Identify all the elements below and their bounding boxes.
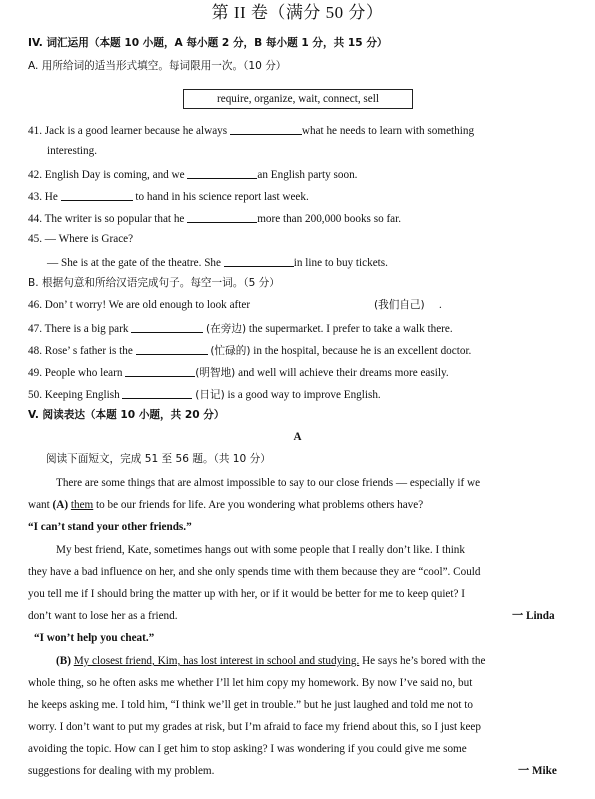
part-a-instruction: A. 用所给词的适当形式填空。每词限用一次。（10 分） <box>28 60 287 72</box>
q44-text-a: 44. The writer is so popular that he <box>28 213 185 225</box>
q44-blank[interactable] <box>187 212 257 223</box>
marker-a: (A) <box>52 499 69 511</box>
heading-cheat: “I won’t help you cheat.” <box>34 632 155 644</box>
question-41 <box>28 124 474 137</box>
p3-line-4: worry. I don’t want to put my grades at risk, but I’m afraid to face my friend about this, so I just keep <box>28 721 481 733</box>
q42-blank[interactable] <box>187 168 257 179</box>
underlined-them: them <box>70 499 94 511</box>
question-42 <box>28 168 357 181</box>
q47-text-a: 47. There is a big park <box>28 323 129 335</box>
q42-text-a: 42. English Day is coming, and we <box>28 169 185 181</box>
q41-blank[interactable] <box>230 124 302 135</box>
question-45: 45. — Where is Grace? <box>28 233 134 245</box>
p3-line-1-rest: He says he’s bored with the <box>362 655 486 667</box>
q46-text-a: 46. Don’ t worry! We are old enough to look after <box>28 299 251 311</box>
marker-b: (B) <box>56 655 71 667</box>
q46-period: . <box>439 299 442 311</box>
p3-line-3: he keeps asking me. I told him, “I think we’ll get in trouble.” but he just laughed and told me not to <box>28 699 473 711</box>
p1-want: want <box>28 499 50 511</box>
q44-text-b: more than 200,000 books so far. <box>257 213 402 225</box>
q48-blank[interactable] <box>136 344 208 355</box>
p3-line-5: avoiding the topic. How can I get him to stop asking? I was wondering if you could give me some <box>28 743 467 755</box>
question-43 <box>28 190 309 203</box>
q47-text-c: the supermarket. I prefer to take a walk there. <box>248 323 453 335</box>
q50-text-c: is a good way to improve English. <box>227 389 381 401</box>
underlined-sentence-b: My closest friend, Kim, has lost interest in school and studying. <box>73 655 360 667</box>
q50-hint: (日记) <box>195 389 225 401</box>
q43-text-b: to hand in his science report last week. <box>135 191 309 203</box>
q42-text-b: an English party soon. <box>257 169 358 181</box>
q45-blank[interactable] <box>224 256 294 267</box>
question-47 <box>28 322 453 335</box>
q43-blank[interactable] <box>61 190 133 201</box>
q50-blank[interactable] <box>122 388 192 399</box>
q45-text-c: in line to buy tickets. <box>293 257 388 269</box>
section-iv-heading: IV. 词汇运用（本题 10 小题，A 每小题 2 分，B 每小题 1 分，共 15 分） <box>28 37 388 49</box>
p3-line-2: whole thing, so he often asks me whether I’ll let him copy my homework. By now I’ve said no, but <box>28 677 473 689</box>
signature-mike: 一 Mike <box>518 765 557 777</box>
q48-hint: (忙碌的) <box>210 345 251 357</box>
q47-blank[interactable] <box>131 322 203 333</box>
word-box: require, organize, wait, connect, sell <box>183 89 413 109</box>
reading-instruction: 阅读下面短文，完成 51 至 56 题。（共 10 分） <box>46 453 271 465</box>
q43-text-a: 43. He <box>28 191 58 203</box>
heading-friends: “I can’t stand your other friends.” <box>28 521 192 533</box>
signature-linda: 一 Linda <box>512 610 555 622</box>
q41-text-c: interesting. <box>47 145 98 157</box>
q50-text-a: 50. Keeping English <box>28 389 120 401</box>
p2-line-2: they have a bad influence on her, and she only spends time with them because they are “cool”. Could <box>28 566 481 578</box>
page-title: 第 II 卷（满分 50 分） <box>211 3 384 22</box>
part-b-instruction: B. 根据句意和所给汉语完成句子。每空一词。（5 分） <box>28 277 280 289</box>
q41-text-b: what he needs to learn with something <box>301 125 475 137</box>
p2-line-3: you tell me if I should bring the matter up with her, or if it would be better for me to keep quiet? I <box>28 588 465 600</box>
q46-hint: (我们自己) <box>374 299 425 311</box>
p2-line-1: My best friend, Kate, sometimes hangs out with some people that I really don’t like. I think <box>56 544 465 556</box>
p1-line-1: There are some things that are almost impossible to say to our close friends — especially if we <box>56 477 481 489</box>
p3-line-1 <box>56 656 485 667</box>
q45-text-b: — She is at the gate of the theatre. She <box>47 257 221 269</box>
question-45-response <box>47 256 388 269</box>
q48-text-a: 48. Rose’ s father is the <box>28 345 133 357</box>
section-v-heading: V. 阅读表达（本题 10 小题，共 20 分） <box>28 409 225 421</box>
q47-hint: (在旁边) <box>206 323 247 335</box>
q49-blank[interactable] <box>125 366 195 377</box>
question-49 <box>28 366 449 379</box>
p1-line-2 <box>28 500 423 511</box>
passage-label: A <box>293 431 302 443</box>
q41-text-a: 41. Jack is a good learner because he always <box>28 125 228 137</box>
question-46 <box>28 300 250 311</box>
question-44 <box>28 212 401 225</box>
q49-text-c: and well will achieve their dreams more easily. <box>238 367 449 379</box>
p1-rest: to be our friends for life. Are you wondering what problems others have? <box>96 499 424 511</box>
question-48 <box>28 344 471 357</box>
p2-line-4: don’t want to lose her as a friend. <box>28 610 178 622</box>
q49-text-a: 49. People who learn <box>28 367 123 379</box>
q48-text-c: in the hospital, because he is an excellent doctor. <box>253 345 472 357</box>
question-50 <box>28 388 381 401</box>
p3-line-6: suggestions for dealing with my problem. <box>28 765 215 777</box>
q49-hint: (明智地) <box>195 367 236 379</box>
